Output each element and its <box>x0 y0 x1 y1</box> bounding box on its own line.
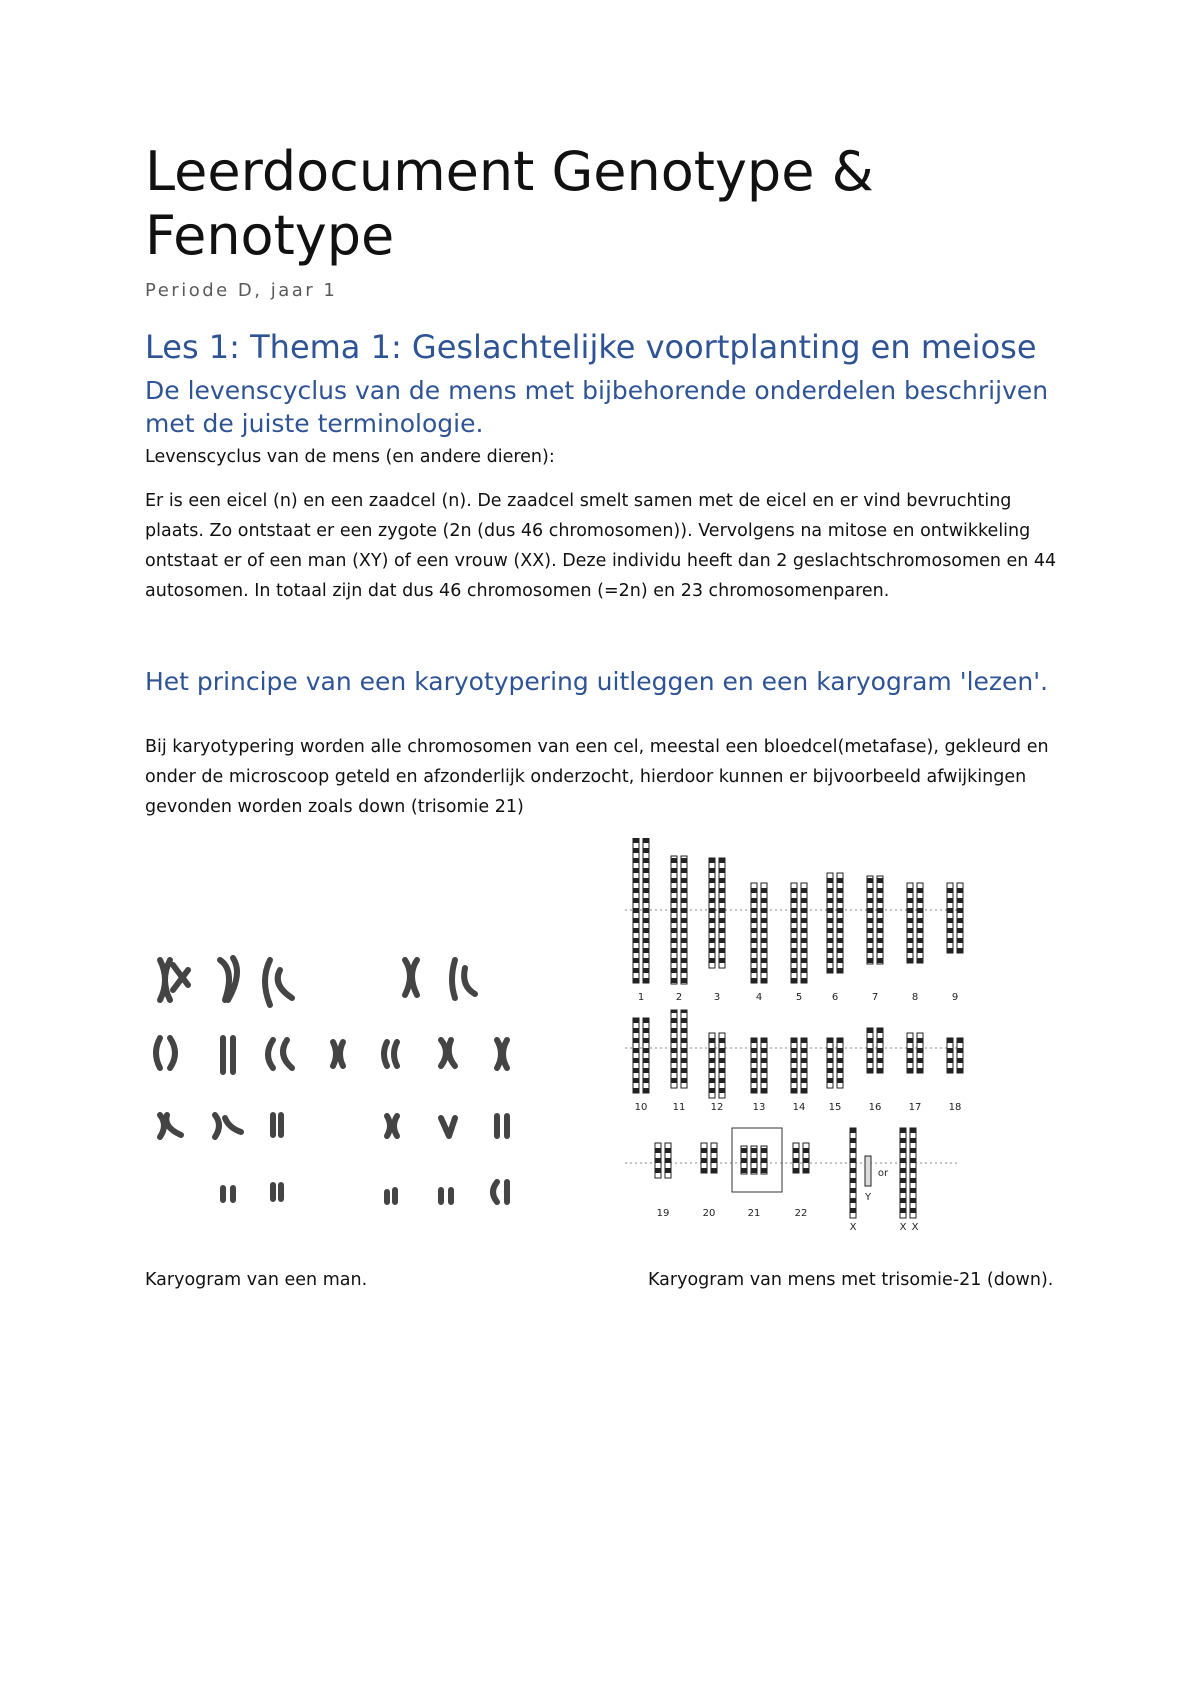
karyo-label-4: 4 <box>755 992 763 1003</box>
karyo-label-20: 20 <box>702 1208 716 1219</box>
karyo-label-6: 6 <box>831 992 839 1003</box>
karyo-label-21: 21 <box>747 1208 761 1219</box>
karyo-label-x2: X <box>899 1222 907 1233</box>
karyo-label-3: 3 <box>713 992 721 1003</box>
karyo-label-11: 11 <box>672 1102 686 1113</box>
right-figure-caption: Karyogram van mens met trisomie-21 (down). <box>648 1270 1054 1290</box>
karyo-label-14: 14 <box>792 1102 806 1113</box>
document-subtitle: Periode D, jaar 1 <box>145 280 338 301</box>
section2-body: Bij karyotypering worden alle chromosomen van een cel, meestal een bloedcel(metafase), gekleurd en onder de microscoop geteld en afzonderlijk onderzocht, hierdoor kunnen er bijvoorbeeld afwijkingen gevonden worden zoals down (trisomie 21) <box>145 737 1049 817</box>
karyo-label-15: 15 <box>828 1102 842 1113</box>
karyogram-trisomy21-image <box>625 838 980 1238</box>
karyo-label-x3: X <box>911 1222 919 1233</box>
karyogram-man-image <box>145 920 545 1230</box>
karyo-label-or: or <box>877 1168 889 1179</box>
section1-body: Er is een eicel (n) en een zaadcel (n). De zaadcel smelt samen met de eicel en er vind bevruchting plaats. Zo ontstaat er een zygote (2n (dus 46 chromosomen)). Vervolgens na mitose en ontwikkeling ontstaat er of een man (XY) of een vrouw (XX). Deze individu heeft dan 2 geslachtschromosomen en 44 autosomen. In totaal zijn dat dus 46 chromosomen (=2n) en 23 chromosomenparen. <box>145 491 1057 601</box>
left-figure-caption: Karyogram van een man. <box>145 1270 368 1290</box>
karyo-label-18: 18 <box>948 1102 962 1113</box>
karyo-label-17: 17 <box>908 1102 922 1113</box>
karyo-label-7: 7 <box>871 992 879 1003</box>
karyo-label-1: 1 <box>637 992 645 1003</box>
section2-heading: Het principe van een karyotypering uitleggen en een karyogram 'lezen'. <box>145 667 1049 696</box>
karyo-label-y: Y <box>864 1192 872 1203</box>
karyo-label-x1: X <box>849 1222 857 1233</box>
document-title: Leerdocument Genotype & Fenotype <box>145 140 874 267</box>
karyo-label-19: 19 <box>656 1208 670 1219</box>
karyo-label-22: 22 <box>794 1208 808 1219</box>
karyo-label-5: 5 <box>795 992 803 1003</box>
karyo-label-2: 2 <box>675 992 683 1003</box>
karyo-label-16: 16 <box>868 1102 882 1113</box>
karyo-label-10: 10 <box>634 1102 648 1113</box>
karyo-label-9: 9 <box>951 992 959 1003</box>
karyo-label-8: 8 <box>911 992 919 1003</box>
section1-intro: Levenscyclus van de mens (en andere dieren): <box>145 447 555 467</box>
karyo-label-13: 13 <box>752 1102 766 1113</box>
karyo-label-12: 12 <box>710 1102 724 1113</box>
section1-heading: De levenscyclus van de mens met bijbehorende onderdelen beschrijven met de juiste terminologie. <box>145 376 1049 438</box>
lesson-heading: Les 1: Thema 1: Geslachtelijke voortplanting en meiose <box>145 328 1037 366</box>
